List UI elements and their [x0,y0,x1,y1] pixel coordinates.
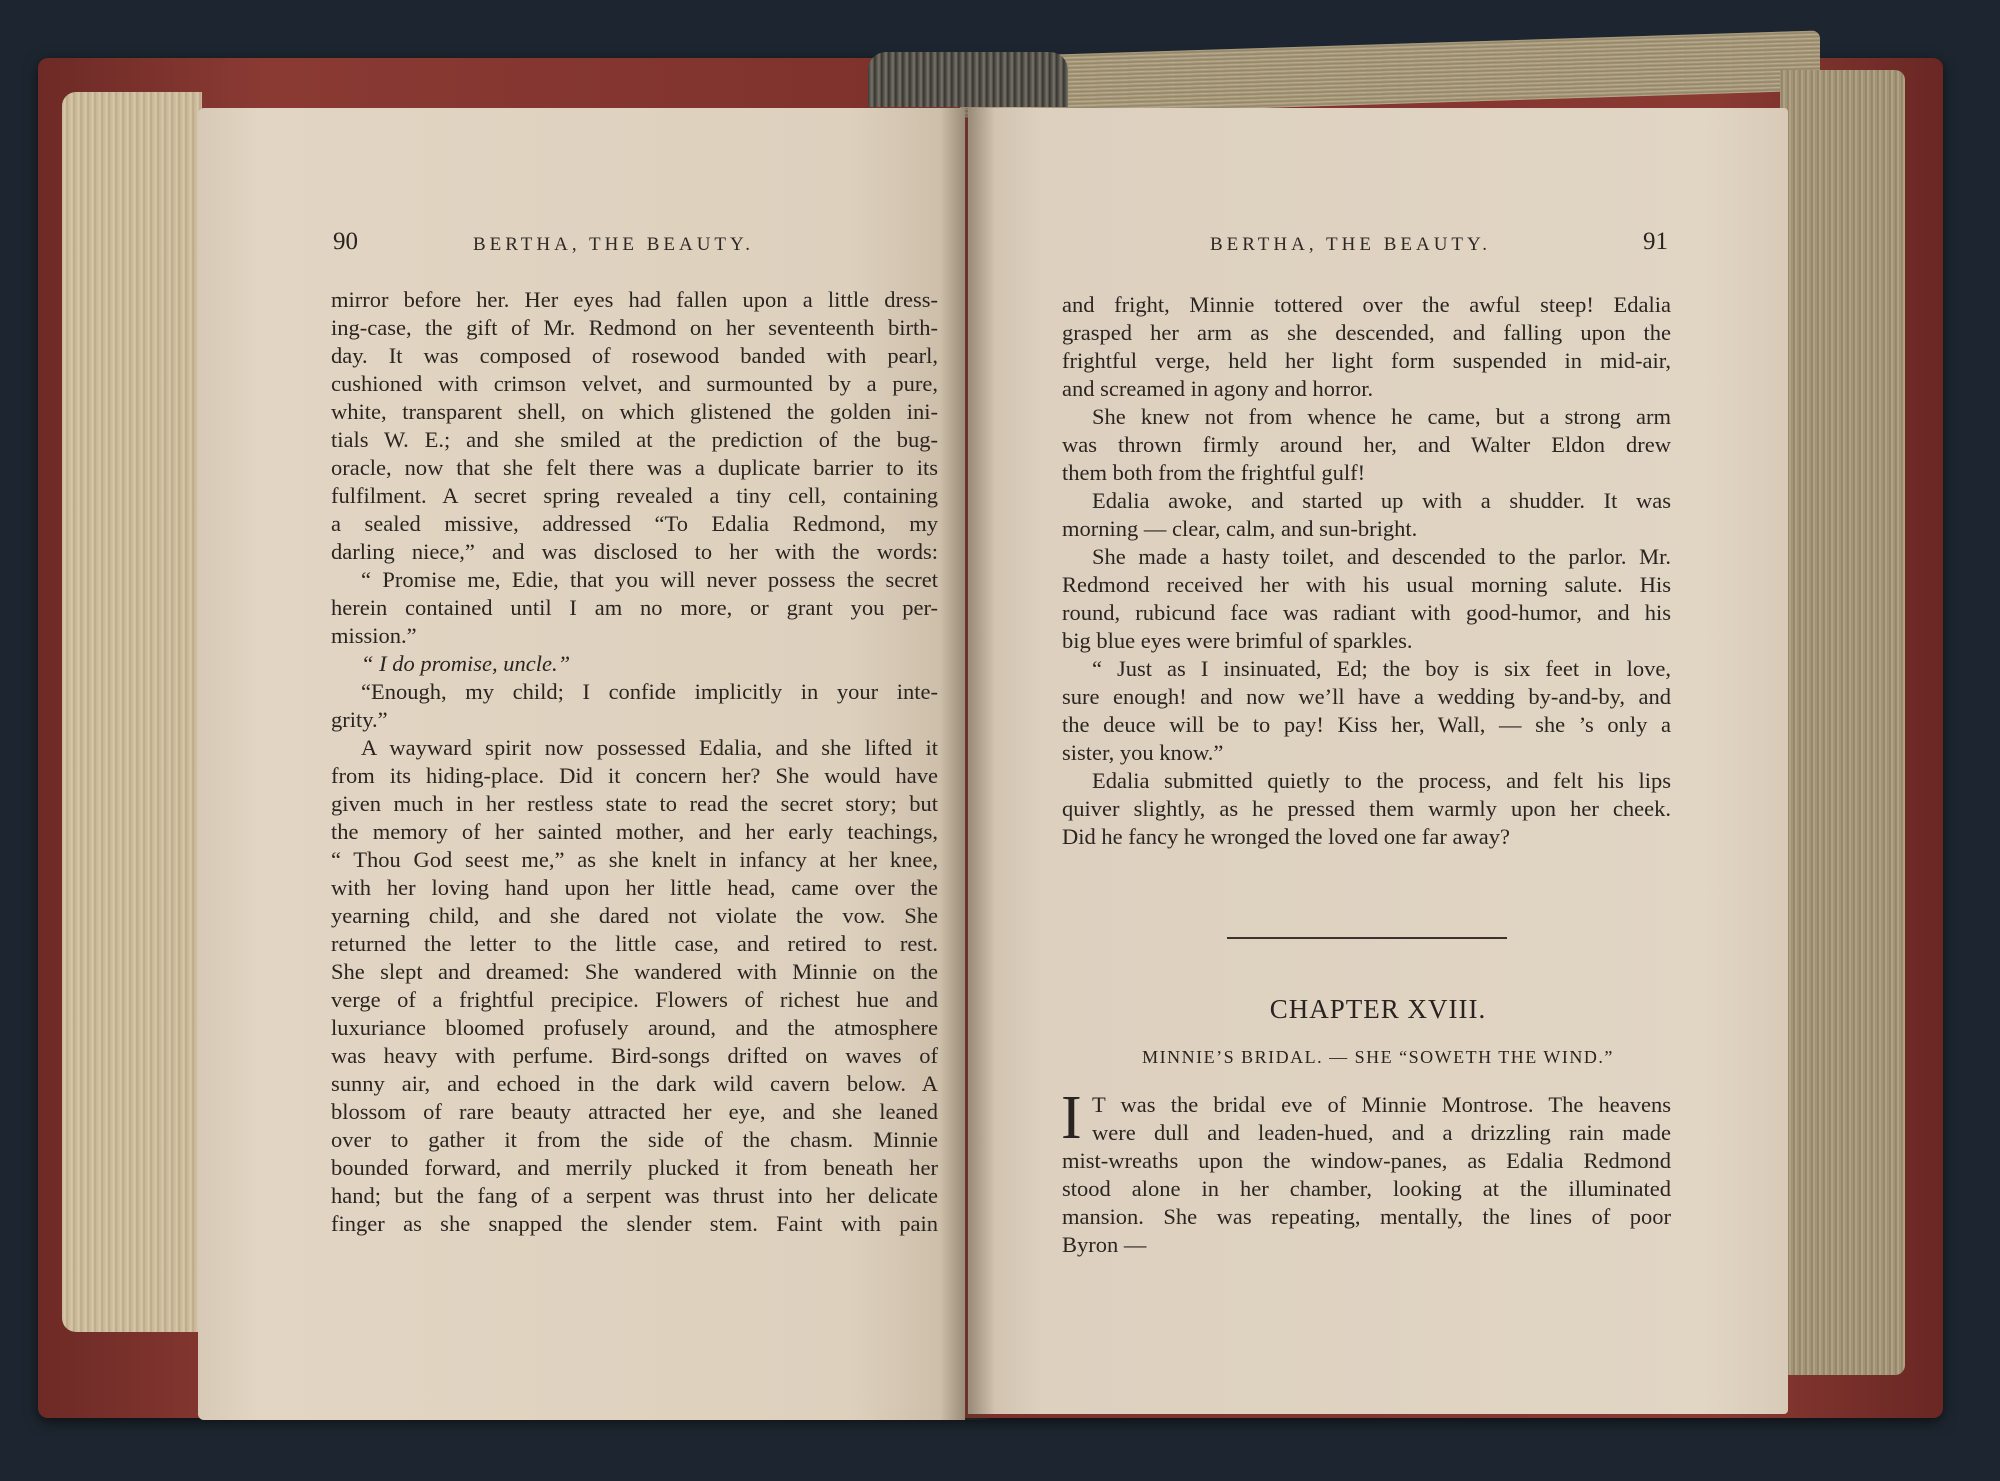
text-line: tials W. E.; and she smiled at the prediction of the bug- [331,427,938,452]
chapter-subtitle: MINNIE’S BRIDAL. — SHE “SOWETH THE WIND.” [1142,1047,1614,1067]
text-line: mission.” [331,623,417,648]
section-rule [1227,937,1507,939]
text-line: and fright, Minnie tottered over the awful steep! Edalia [1062,292,1671,317]
left-running-head: BERTHA, THE BEAUTY. [473,234,755,255]
text-line: were dull and leaden-hued, and a drizzling rain made [1092,1120,1671,1145]
text-line: grity.” [331,707,388,732]
text-line: mist-wreaths upon the window-panes, as Edalia Redmond [1062,1148,1671,1173]
text-line: a sealed missive, addressed “To Edalia Redmond, my [331,511,938,536]
text-line: sunny air, and echoed in the dark wild cavern below. A [331,1071,938,1096]
text-line: the deuce will be to pay! Kiss her, Wall, — she ’s only a [1062,712,1671,737]
text-line: “ Promise me, Edie, that you will never possess the secret [361,567,938,592]
left-page-number: 90 [333,228,358,255]
text-line: ing-case, the gift of Mr. Redmond on her seventeenth birth- [331,315,938,340]
text-line: stood alone in her chamber, looking at the illuminated [1062,1176,1671,1201]
right-running-head: BERTHA, THE BEAUTY. [1210,234,1492,255]
text-line: fulfilment. A secret spring revealed a tiny cell, containing [331,483,938,508]
text-line: She made a hasty toilet, and descended to the parlor. Mr. [1092,544,1671,569]
text-line: She knew not from whence he came, but a strong arm [1092,404,1671,429]
text-line: hand; but the fang of a serpent was thrust into her delicate [331,1183,938,1208]
text-line: the memory of her sainted mother, and her early teachings, [331,819,938,844]
left-page [198,108,965,1420]
drop-cap: I [1061,1084,1082,1152]
text-line: from its hiding-place. Did it concern her? She would have [331,763,938,788]
text-line: mirror before her. Her eyes had fallen upon a little dress- [331,287,938,312]
text-line: frightful verge, held her light form suspended in mid-air, [1062,348,1671,373]
text-line: mansion. She was repeating, mentally, the lines of poor [1062,1204,1671,1229]
text-line: oracle, now that she felt there was a duplicate barrier to its [331,455,938,480]
text-line: herein contained until I am no more, or grant you per- [331,595,938,620]
text-line: was heavy with perfume. Bird-songs drifted on waves of [331,1043,938,1068]
text-line: darling niece,” and was disclosed to her with the words: [331,539,938,564]
text-line: blossom of rare beauty attracted her eye, and she leaned [331,1099,938,1124]
text-line: grasped her arm as she descended, and falling upon the [1062,320,1671,345]
text-line: bounded forward, and merrily plucked it from beneath her [331,1155,938,1180]
text-line: Redmond received her with his usual morning salute. His [1062,572,1671,597]
text-line: “ Thou God seest me,” as she knelt in infancy at her knee, [331,847,938,872]
text-line: morning — clear, calm, and sun-bright. [1062,516,1418,541]
right-page [968,108,1788,1414]
book-gutter [940,108,995,1420]
book-spine [868,52,1068,107]
text-line: “ Just as I insinuated, Ed; the boy is six feet in love, [1092,656,1671,681]
right-page-number: 91 [1643,228,1668,255]
text-line: luxuriance bloomed profusely around, and the atmosphere [331,1015,938,1040]
text-line: “Enough, my child; I confide implicitly in your inte- [361,679,938,704]
text-line: A wayward spirit now possessed Edalia, and she lifted it [361,735,938,760]
text-line: verge of a frightful precipice. Flowers of richest hue and [331,987,938,1012]
text-line: sister, you know.” [1062,740,1224,765]
text-line: given much in her restless state to read the secret story; but [331,791,938,816]
text-line: Edalia submitted quietly to the process, and felt his lips [1092,768,1671,793]
text-line: Did he fancy he wronged the loved one far away? [1062,824,1510,849]
text-line: Byron — [1062,1232,1147,1257]
text-line: was thrown firmly around her, and Walter Eldon drew [1062,432,1671,457]
text-line: round, rubicund face was radiant with good-humor, and his [1062,600,1671,625]
text-line: T was the bridal eve of Minnie Montrose. The heavens [1092,1092,1671,1117]
right-page-edges [1780,70,1905,1375]
text-line: cushioned with crimson velvet, and surmounted by a pure, [331,371,938,396]
text-line: quiver slightly, as he pressed them warmly upon her cheek. [1062,796,1671,821]
text-line: yearning child, and she dared not violate the vow. She [331,903,938,928]
text-line: white, transparent shell, on which glistened the golden ini- [331,399,938,424]
text-line: big blue eyes were brimful of sparkles. [1062,628,1413,653]
text-line: returned the letter to the little case, and retired to rest. [331,931,938,956]
chapter-title: CHAPTER XVIII. [1269,994,1487,1024]
text-line: Edalia awoke, and started up with a shudder. It was [1092,488,1671,513]
text-line: sure enough! and now we’ll have a wedding by-and-by, and [1062,684,1671,709]
text-line: over to gather it from the side of the chasm. Minnie [331,1127,938,1152]
text-line: them both from the frightful gulf! [1062,460,1366,485]
text-line: “ I do promise, uncle.” [361,651,571,676]
text-line: She slept and dreamed: She wandered with Minnie on the [331,959,938,984]
left-page-edges [62,92,202,1332]
text-line: finger as she snapped the slender stem. Faint with pain [331,1211,938,1236]
text-line: and screamed in agony and horror. [1062,376,1374,401]
text-line: day. It was composed of rosewood banded with pearl, [331,343,938,368]
text-line: with her loving hand upon her little head, came over the [331,875,938,900]
